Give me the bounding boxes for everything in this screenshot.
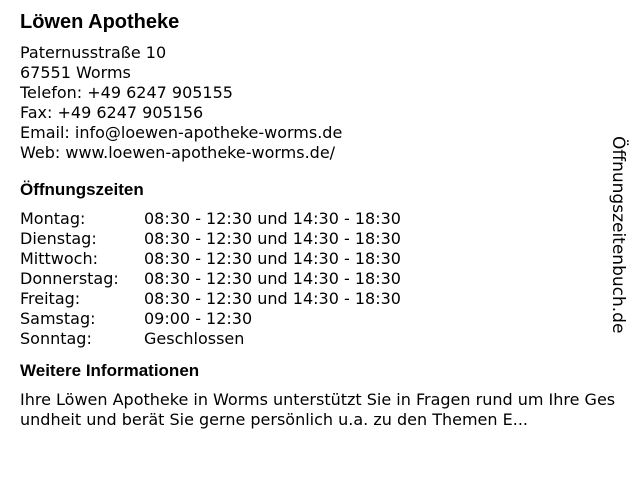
more-info-heading: Weitere Informationen (20, 361, 200, 380)
hours-row-wednesday (20, 249, 625, 269)
hours-time: 08:30 - 12:30 und 14:30 - 18:30 (144, 269, 401, 288)
more-info-text: Ihre Löwen Apotheke in Worms unterstützt Sie in Fragen rund um Ihre Gesundheit und berät Sie gerne persönlich u.a. zu den Themen E... (20, 390, 616, 429)
hours-row-saturday (20, 309, 625, 329)
hours-time: 09:00 - 12:30 (144, 309, 253, 328)
email-address: Email: info@loewen-apotheke-worms.de (20, 123, 343, 142)
brand-watermark: Öffnungszeitenbuch.de (608, 136, 628, 334)
page-title: Löwen Apotheke (20, 11, 180, 33)
hours-time: 08:30 - 12:30 und 14:30 - 18:30 (144, 229, 401, 248)
hours-row-thursday (20, 269, 625, 289)
hours-day: Samstag: (20, 309, 96, 328)
phone-number: Telefon: +49 6247 905155 (20, 83, 233, 102)
opening-hours-heading: Öffnungszeiten (20, 180, 144, 199)
hours-day: Mittwoch: (20, 249, 98, 268)
hours-day: Donnerstag: (20, 269, 119, 288)
hours-row-sunday (20, 329, 625, 349)
hours-time: Geschlossen (144, 329, 245, 348)
hours-day: Montag: (20, 209, 86, 228)
fax-number: Fax: +49 6247 905156 (20, 103, 204, 122)
hours-day: Sonntag: (20, 329, 92, 348)
hours-row-friday (20, 289, 625, 309)
pharmacy-card (20, 10, 625, 430)
contact-block (20, 43, 625, 163)
hours-day: Freitag: (20, 289, 81, 308)
hours-time: 08:30 - 12:30 und 14:30 - 18:30 (144, 289, 401, 308)
website-address: Web: www.loewen-apotheke-worms.de/ (20, 143, 336, 162)
hours-day: Dienstag: (20, 229, 97, 248)
hours-row-tuesday (20, 229, 625, 249)
hours-time: 08:30 - 12:30 und 14:30 - 18:30 (144, 249, 401, 268)
hours-row-monday (20, 209, 625, 229)
opening-hours-table (20, 209, 625, 349)
hours-time: 08:30 - 12:30 und 14:30 - 18:30 (144, 209, 401, 228)
city-address: 67551 Worms (20, 63, 131, 82)
street-address: Paternusstraße 10 (20, 43, 167, 62)
